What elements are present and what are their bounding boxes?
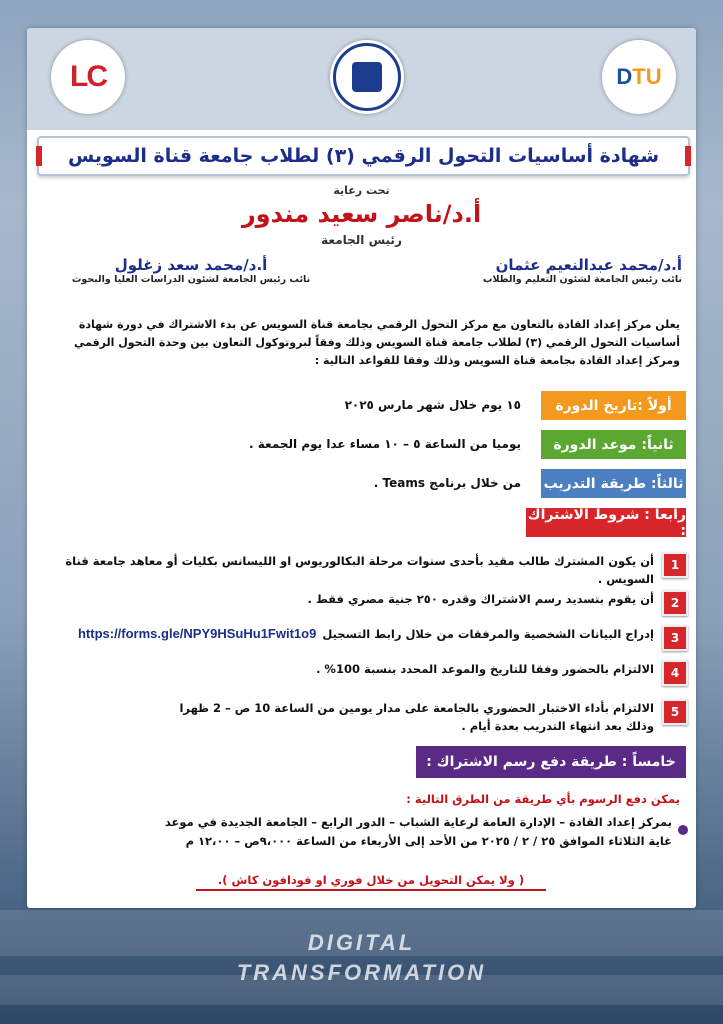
condition-item [43, 625, 688, 653]
condition-text: إدراج البيانات الشخصية والمرفقات من خلال رابط التسجيل [322, 627, 654, 641]
condition-item [43, 699, 688, 739]
condition-number: 2 [662, 590, 688, 616]
dtu-logo-icon [602, 40, 676, 114]
vice-president-role: نائب رئيس الجامعة لشئون التعليم والطلاب [482, 274, 682, 285]
section-time-text: يوميا من الساعة ٥ – ١٠ مساء عدا يوم الجمعة . [249, 437, 521, 451]
title-accent-left [36, 146, 42, 166]
condition-text: أن يقوم بتسديد رسم الاشتراك وقدره ٢٥٠ جنية مصري فقط . [307, 592, 654, 606]
condition-item [43, 590, 688, 618]
patron-name: أ.د/ناصر سعيد مندور [241, 200, 482, 228]
condition-text: أن يكون المشترك طالب مقيد بأحدى سنوات مرحلة البكالوريوس او الليسانس بكليات أو معاهد جامعة قناة السويس . [65, 554, 654, 586]
section-method-text: من خلال برنامج Teams . [373, 476, 521, 490]
section-conditions-label: رابعاً : شروط الاشتراك : [527, 506, 686, 539]
content-sheet [27, 28, 696, 908]
section-method-label: ثالثاً: طريقة التدريب [541, 469, 686, 498]
condition-item [43, 552, 688, 586]
lc-logo-text: LC [70, 60, 106, 93]
condition-number: 4 [662, 660, 688, 686]
payment-bullet [47, 813, 672, 851]
section-payment-label: خامساً : طريقة دفع رسم الاشتراك : [416, 746, 686, 778]
registration-link[interactable]: https://forms.gle/NPY9HSuHu1Fwit1o9 [77, 626, 317, 641]
payment-bullet-line2: غاية الثلاثاء الموافق ٢٥ / ٢ / ٢٠٢٥ من الأحد إلى الأربعاء من الساعة ٩،٠٠٠ص – ١٢،٠٠ م [185, 834, 672, 848]
suez-canal-university-seal-icon [330, 40, 404, 114]
condition-text [179, 699, 654, 735]
seal-core [352, 62, 382, 92]
payment-note: ( ولا يمكن التحويل من خلال فوري او فودافون كاش ). [196, 873, 546, 891]
intro-paragraph: يعلن مركز إعداد القادة بالتعاون مع مركز التحول الرقمي بجامعة قناة السويس عن بدء الاشتراك في دورة شهادة أساسيات التحول الرقمي (٣) لطلاب جامعة قناة السويس وذلك وفقاً لبروتوكول التعاون بين وحدة التحول الرقمي ومركز إعداد القادة بجامعة قناة السويس وذلك وفقا للقواعد التالية : [73, 318, 680, 367]
dtu-logo-text [616, 64, 661, 90]
vice-president-role: نائب رئيس الجامعة لشئون الدراسات العليا والبحوث [71, 274, 311, 285]
payment-intro: يمكن دفع الرسوم بأي طريقة من الطرق التالية : [406, 792, 680, 806]
title-bar [37, 136, 690, 176]
vice-president-right [362, 256, 682, 285]
payment-bullet-line1: بمركز إعداد القادة – الإدارة العامة لرعاية الشباب – الدور الرابع – الجامعة الجديدة في موعد [164, 815, 672, 829]
patron-label: تحت رعاية [333, 184, 390, 197]
dtu-logo-d: D [616, 64, 633, 89]
condition-text-line2: وذلك بعد انتهاء التدريب بعدة أيام . [461, 719, 654, 733]
vice-president-left [41, 256, 341, 285]
section-date-text: ١٥ يوم خلال شهر مارس ٢٠٢٥ [344, 398, 521, 412]
footer-digital-text: DIGITAL [307, 930, 416, 955]
condition-text: الالتزام بالحضور وفقا للتاريخ والموعد المحدد بنسبة 100% . [316, 662, 654, 676]
condition-item [43, 660, 688, 688]
lc-logo-icon [51, 40, 125, 114]
section-date-label: أولاً :تاريخ الدورة [541, 391, 686, 420]
patron-role: رئيس الجامعة [321, 233, 402, 247]
title-accent-right [685, 146, 691, 166]
vice-president-name: أ.د/محمد عبدالنعيم عثمان [495, 256, 682, 274]
condition-number: 1 [662, 552, 688, 578]
vice-president-name: أ.د/محمد سعد زغلول [114, 256, 268, 274]
seal-ring [333, 43, 401, 111]
bullet-dot-icon [678, 825, 688, 835]
condition-number: 5 [662, 699, 688, 725]
page-title: شهادة أساسيات التحول الرقمي (٣) لطلاب جامعة قناة السويس [67, 145, 660, 167]
footer-transformation-text: TRANSFORMATION [236, 960, 487, 985]
condition-text-line1: الالتزام بأداء الاختبار الحضوري بالجامعة على مدار يومين من الساعة 10 ص – 2 ظهرا [179, 701, 654, 715]
dtu-logo-tu: TU [632, 64, 662, 89]
section-time-label: ثانياً: موعد الدورة [541, 430, 686, 459]
condition-number: 3 [662, 625, 688, 651]
